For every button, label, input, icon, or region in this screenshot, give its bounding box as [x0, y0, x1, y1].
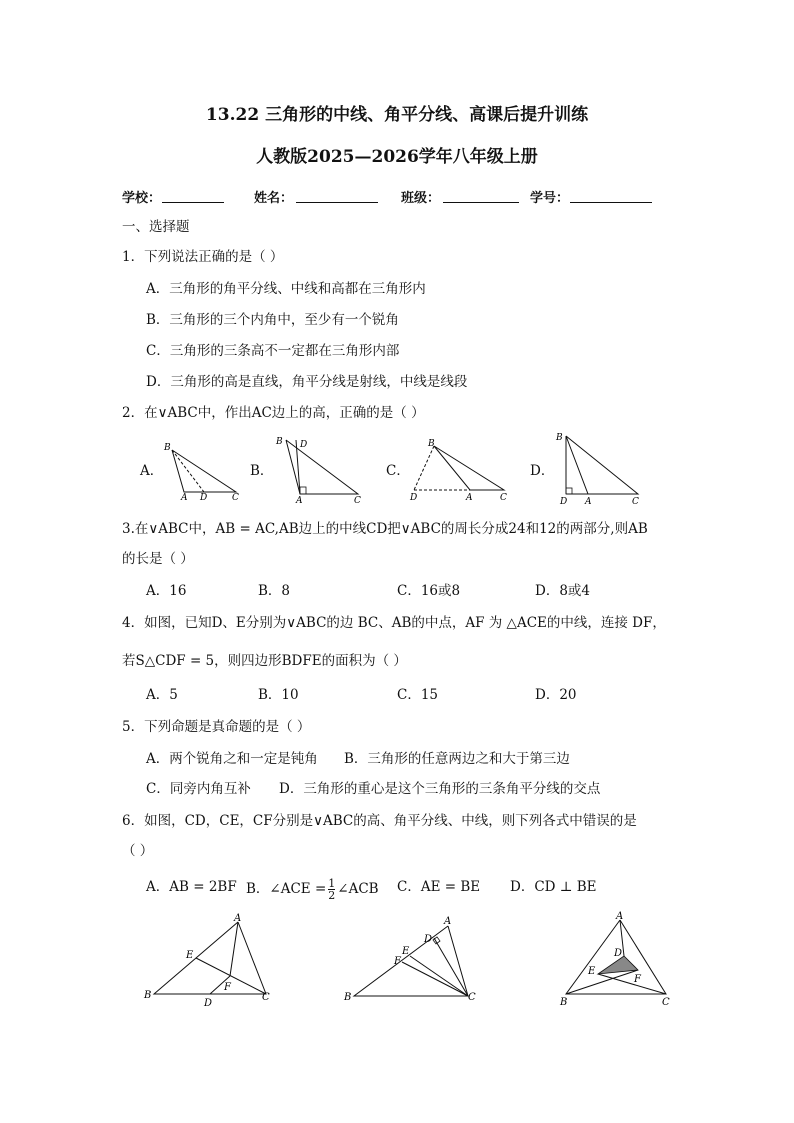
- c-label-e: E: [588, 966, 596, 977]
- c-label-b: B: [560, 997, 568, 1008]
- q2b-label-a: A: [296, 496, 303, 504]
- q1-option-c[interactable]: C．三角形的三条高不一定都在三角形内部: [146, 343, 400, 359]
- q6fig-label-e: E: [402, 946, 410, 957]
- q2-figure-c: [406, 436, 514, 504]
- q2b-label-d: D: [300, 440, 308, 450]
- q4-figure: [140, 910, 280, 1010]
- q2d-label-a: A: [585, 497, 592, 507]
- q5-option-a[interactable]: A．两个锐角之和一定是钝角: [146, 751, 318, 767]
- q6-option-a[interactable]: A．AB = 2BF: [146, 879, 237, 895]
- q6-figure: [340, 914, 490, 1006]
- class-blank[interactable]: [443, 202, 519, 203]
- q6-stem-2: （ ）: [122, 843, 154, 859]
- q2-figure-b: [272, 434, 364, 504]
- q2-figure-d: [552, 428, 644, 508]
- q1-option-d[interactable]: D．三角形的高是直线，角平分线是射线，中线是线段: [146, 374, 468, 390]
- q6b-fraction: [328, 878, 335, 901]
- school-blank[interactable]: [162, 202, 224, 203]
- q1-option-b[interactable]: B．三角形的三个内角中，至少有一个锐角: [146, 312, 399, 328]
- q2c-label-c: C: [500, 493, 507, 503]
- q6fig-label-b: B: [344, 992, 352, 1003]
- q2a-label-a: A: [181, 493, 188, 502]
- q6b-denominator: 2: [328, 889, 336, 902]
- q2-option-d[interactable]: D．: [530, 463, 555, 479]
- class-label: 班级：: [401, 191, 441, 206]
- school-label: 学校：: [122, 191, 162, 206]
- q6fig-label-f: F: [394, 956, 401, 967]
- q2c-label-d: D: [410, 493, 418, 503]
- q6-option-d[interactable]: D．CD ⊥ BE: [510, 879, 597, 895]
- q4fig-label-e: E: [186, 950, 194, 961]
- q6-option-c[interactable]: C．AE = BE: [397, 879, 481, 895]
- q4-stem-2: 若S△CDF = 5，则四边形BDFE的面积为（ ）: [122, 653, 407, 669]
- c-label-c: C: [662, 997, 670, 1008]
- name-blank[interactable]: [296, 202, 378, 203]
- q4fig-label-c: C: [262, 992, 270, 1003]
- q2d-label-b: B: [556, 433, 563, 443]
- q2b-label-c: C: [354, 496, 361, 504]
- q6-stem: 6．如图，CD，CE，CF分别是∨ABC的高、角平分线、中线，则下列各式中错误的是: [122, 813, 637, 829]
- q2-option-a[interactable]: A．: [140, 463, 164, 479]
- number-blank[interactable]: [570, 202, 652, 203]
- q4fig-label-a: A: [234, 913, 242, 924]
- q4-option-b[interactable]: B．10: [258, 687, 299, 703]
- q5-option-d[interactable]: D．三角形的重心是这个三角形的三条角平分线的交点: [279, 781, 601, 797]
- c-label-f: F: [634, 974, 641, 985]
- q1-option-a[interactable]: A．三角形的角平分线、中线和高都在三角形内: [146, 281, 426, 297]
- c-label-d: D: [614, 948, 623, 959]
- q6b-suffix: ∠ACB: [337, 881, 379, 897]
- q1-stem: 1．下列说法正确的是（ ）: [122, 249, 284, 265]
- title-line-2: 人教版2025—2026学年八年级上册: [256, 147, 538, 167]
- c-label-a: A: [616, 911, 624, 922]
- q2-option-b[interactable]: B．: [250, 463, 274, 479]
- q3-stem: 3.在∨ABC中，AB = AC,AB边上的中线CD把∨ABC的周长分成24和12的两部分,则AB: [122, 521, 648, 537]
- q6fig-label-c: C: [468, 992, 476, 1003]
- q2b-label-b: B: [276, 437, 283, 447]
- q3-option-c[interactable]: C．16或8: [397, 583, 461, 599]
- q5-option-b[interactable]: B．三角形的任意两边之和大于第三边: [344, 751, 570, 767]
- q3-stem-2: 的长是（ ）: [122, 551, 194, 567]
- q4-option-a[interactable]: A．5: [146, 687, 178, 703]
- q3-option-a[interactable]: A．16: [146, 583, 187, 599]
- centroid-figure: [554, 910, 674, 1012]
- q6b-numerator: 1: [328, 877, 336, 890]
- q4-option-d[interactable]: D．20: [535, 687, 577, 703]
- q2a-label-d: D: [200, 493, 208, 502]
- name-label: 姓名：: [254, 191, 294, 206]
- q2c-label-b: B: [428, 439, 435, 449]
- section-heading: 一、选择题: [122, 219, 190, 235]
- q2d-label-d: D: [560, 497, 568, 507]
- q2a-label-c: C: [232, 493, 239, 502]
- q4-option-c[interactable]: C．15: [397, 687, 439, 703]
- q3-option-b[interactable]: B．8: [258, 583, 291, 599]
- q2d-label-c: C: [632, 497, 639, 507]
- q2-stem: 2．在∨ABC中，作出AC边上的高，正确的是（ ）: [122, 405, 425, 421]
- q4fig-label-d: D: [204, 998, 213, 1009]
- q4-stem: 4．如图，已知D、E分别为∨ABC的边 BC、AB的中点，AF 为 △ACE的中线，连接 DF，: [122, 615, 666, 631]
- q2a-label-b: B: [164, 443, 171, 453]
- q6fig-label-d: D: [424, 934, 433, 945]
- q3-option-d[interactable]: D．8或4: [535, 583, 591, 599]
- q2c-label-a: A: [466, 493, 473, 503]
- q6fig-label-a: A: [444, 916, 452, 927]
- title-line-1: 13.22 三角形的中线、角平分线、高课后提升训练: [205, 105, 589, 125]
- q5-stem: 5．下列命题是真命题的是（ ）: [122, 719, 311, 735]
- q6-option-b[interactable]: [246, 878, 379, 901]
- number-label: 学号：: [530, 191, 570, 206]
- q2-option-c[interactable]: C．: [386, 463, 410, 479]
- q6b-prefix: B．∠ACE =: [246, 881, 327, 897]
- q4fig-label-b: B: [144, 990, 152, 1001]
- q2-figure-a: [160, 436, 246, 502]
- q5-option-c[interactable]: C．同旁内角互补: [146, 781, 251, 797]
- q4fig-label-f: F: [224, 982, 231, 993]
